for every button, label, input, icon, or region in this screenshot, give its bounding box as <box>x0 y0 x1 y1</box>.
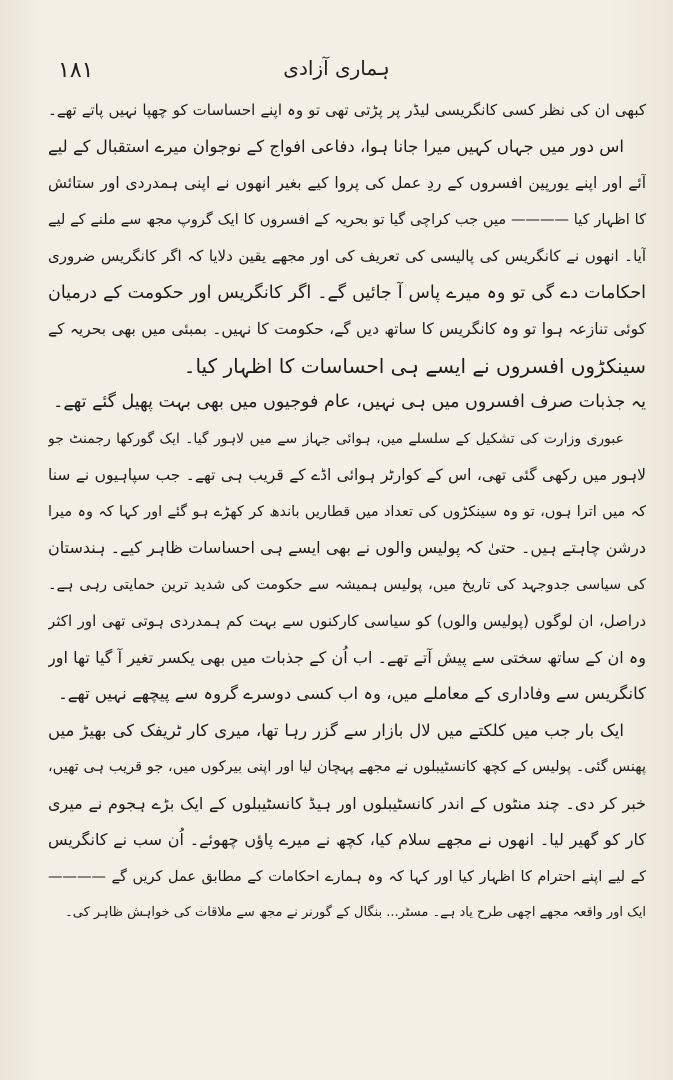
body-text <box>48 92 646 932</box>
text-line: کانگریس سے وفاداری کے معاملے میں، وہ اب کسی دوسرے گروہ سے پیچھے نہیں تھے۔ <box>58 684 646 703</box>
text-line: ایک اور واقعہ مجھے اچھی طرح یاد ہے۔ مسٹر... بنگال کے گورنر نے مجھ سے ملاقات کی خواہش ظاہر کی۔ <box>65 905 646 920</box>
text-line: آیا۔ انھوں نے کانگریس کی پالیسی کی تعریف کی اور مجھے یقین دلایا کہ اگر کانگریس ضروری <box>48 247 646 265</box>
text-line: خبر کر دی۔ چند منٹوں کے اندر کانسٹیبلوں اور ہیڈ کانسٹیبلوں کے ایک بڑے ہجوم نے میری <box>48 793 646 813</box>
text-line: درشن چاہتے ہیں۔ حتیٰ کہ پولیس والوں نے بھی ایسے ہی احساسات ظاہر کیے۔ ہندستان <box>48 538 646 557</box>
text-line: احکامات دے گی تو وہ میرے پاس آ جائیں گے۔ اگر کانگریس اور حکومت کے درمیان <box>48 282 646 303</box>
page-number: ۱۸۱ <box>58 58 94 83</box>
text-line: سینکڑوں افسروں نے ایسے ہی احساسات کا اظہار کیا۔ <box>183 353 646 378</box>
text-line: عبوری وزارت کی تشکیل کے سلسلے میں، ہوائی جہاز سے میں لاہور گیا۔ ایک گورکھا رجمنٹ جو <box>48 430 624 447</box>
text-line: پھنس گئی۔ پولیس کے کچھ کانسٹیبلوں نے مجھے پہچان لیا اور اپنی بیرکوں میں، جو قریب ہی تھیں، <box>48 759 646 775</box>
text-line: کی سیاسی جدوجہد کی تاریخ میں، پولیس ہمیشہ سے حکومت کی شدید ترین حمایتی رہی ہے۔ <box>48 576 646 593</box>
text-line: کے لیے اپنے احترام کا اظہار کیا اور کہا کہ وہ ہمارے احکامات کے مطابق عمل کریں گے ———— <box>48 868 646 885</box>
text-line: ایک بار جب میں کلکتے میں لال بازار سے گزر رہا تھا، میری کار ٹریفک کی بھیڑ میں <box>48 720 624 740</box>
text-line: کبھی ان کی نظر کسی کانگریسی لیڈر پر پڑتی تھی تو وہ اپنے احساسات کو چھپا نہیں پاتے تھے۔ <box>48 101 646 119</box>
text-line: لاہور میں رکھی گئی تھی، اس کے کوارٹر ہوائی اڈے کے قریب ہی تھے۔ جب سپاہیوں نے سنا <box>48 466 646 484</box>
text-line: کوئی تنازعہ ہوا تو وہ کانگریس کا ساتھ دیں گے، حکومت کا نہیں۔ بمبئی میں بھی بحریہ کے <box>48 320 646 338</box>
text-line: کہ میں اترا ہوں، تو وہ سینکڑوں کی تعداد میں قطاریں باندھ کر کھڑے ہو گئے اور کہا کہ وہ میرا <box>48 503 646 520</box>
text-line: کا اظہار کیا ———— میں جب کراچی گیا تو بحریہ کے افسروں کا ایک گروپ مجھ سے ملنے کے لیے <box>48 211 646 228</box>
running-head: ہماری آزادی <box>283 56 390 80</box>
text-line: کار کو گھیر لیا۔ انھوں نے مجھے سلام کیا، کچھ نے میرے پاؤں چھوئے۔ اُن سب نے کانگریس <box>48 830 646 849</box>
text-line: وہ ان کے ساتھ سختی سے پیش آتے تھے۔ اب اُن کے جذبات میں بھی یکسر تغیر آ گیا تھا اور <box>48 647 646 667</box>
text-line: دراصل، ان لوگوں (پولیس والوں) کو سیاسی کارکنوں سے بہت کم ہمدردی ہوتی تھی اور اکثر <box>48 612 646 630</box>
text-line: یہ جذبات صرف افسروں میں ہی نہیں، عام فوجیوں میں بھی بہت پھیل گئے تھے۔ <box>53 392 646 412</box>
text-line: آئے اور اپنے یورپین افسروں کے ردِ عمل کی پروا کیے بغیر انھوں نے اپنی ہمدردی اور ستائش <box>48 174 646 192</box>
text-line: اس دور میں جہاں کہیں میرا جانا ہوا، دفاعی افواج کے نوجوان میرے استقبال کے لیے <box>48 136 624 156</box>
